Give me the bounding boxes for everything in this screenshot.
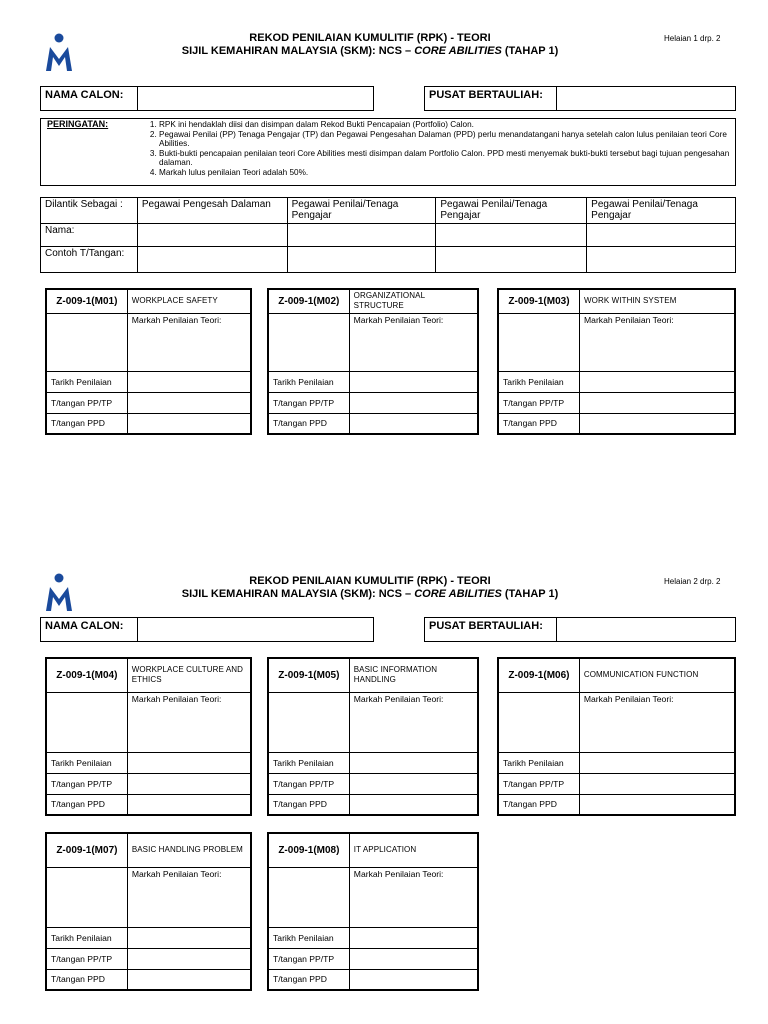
sig-input[interactable] xyxy=(137,224,287,247)
module-code: Z-009-1(M04) xyxy=(46,658,127,692)
pp-signature-label: T/tangan PP/TP xyxy=(268,773,349,794)
module-name: IT APPLICATION xyxy=(349,833,478,867)
tarikh-label: Tarikh Penilaian xyxy=(268,927,349,948)
ppd-signature-field[interactable] xyxy=(127,413,251,434)
tarikh-label: Tarikh Penilaian xyxy=(498,752,579,773)
sig-cell: Dilantik Sebagai : xyxy=(41,198,138,224)
sig-input[interactable] xyxy=(287,247,436,273)
module-code: Z-009-1(M07) xyxy=(46,833,127,867)
ppd-signature-field[interactable] xyxy=(579,794,735,815)
warning-item: 1. RPK ini hendaklah diisi dan disimpan dalam Rekod Bukti Pencapaian (Portfolio) Calon. xyxy=(159,120,734,130)
module-name: BASIC INFORMATION HANDLING xyxy=(349,658,478,692)
tarikh-field[interactable] xyxy=(579,752,735,773)
ppd-signature-field[interactable] xyxy=(580,413,736,434)
warning-item: 4. Markah lulus penilaian Teori adalah 50%. xyxy=(159,168,734,178)
tarikh-field[interactable] xyxy=(349,752,478,773)
tarikh-label: Tarikh Penilaian xyxy=(46,371,127,392)
sig-input[interactable] xyxy=(287,224,436,247)
pp-signature-field[interactable] xyxy=(127,773,251,794)
pp-signature-field[interactable] xyxy=(349,773,478,794)
markah-label[interactable]: Markah Penilaian Teori: xyxy=(349,692,478,752)
ppd-signature-label: T/tangan PPD xyxy=(46,969,127,990)
nama-calon-field[interactable] xyxy=(137,617,374,642)
warning-list xyxy=(141,120,734,177)
module-blank xyxy=(46,867,127,927)
module-code: Z-009-1(M06) xyxy=(498,658,579,692)
pp-signature-label: T/tangan PP/TP xyxy=(46,392,127,413)
pp-signature-label: T/tangan PP/TP xyxy=(46,948,127,969)
pp-signature-field[interactable] xyxy=(580,392,736,413)
module-blank xyxy=(268,313,349,371)
sig-input[interactable] xyxy=(436,224,587,247)
warning-item: 2. Pegawai Penilai (PP) Tenaga Pengajar (TP) dan Pegawai Pengesahan Dalaman (PPD) perlu menandatangani hanya setelah calon lulus penilaian teori Core Abilities. xyxy=(159,130,734,149)
module-table xyxy=(267,832,479,991)
sig-input[interactable] xyxy=(137,247,287,273)
module-blank xyxy=(46,692,127,752)
module-table xyxy=(45,657,252,816)
tarikh-label: Tarikh Penilaian xyxy=(268,752,349,773)
module-blank xyxy=(46,313,127,371)
sig-input[interactable] xyxy=(587,247,736,273)
sig-cell: Contoh T/Tangan: xyxy=(41,247,138,273)
markah-label[interactable]: Markah Penilaian Teori: xyxy=(127,692,251,752)
module-table xyxy=(45,288,252,435)
module-code: Z-009-1(M01) xyxy=(46,289,127,313)
tarikh-field[interactable] xyxy=(127,371,251,392)
ppd-signature-field[interactable] xyxy=(349,794,478,815)
module-name: COMMUNICATION FUNCTION xyxy=(579,658,735,692)
module-table xyxy=(267,288,479,435)
nama-calon-label: NAMA CALON: xyxy=(40,617,137,642)
module-blank xyxy=(498,313,580,371)
pp-signature-field[interactable] xyxy=(349,948,478,969)
markah-label[interactable]: Markah Penilaian Teori: xyxy=(580,313,736,371)
module-table xyxy=(45,832,252,991)
tarikh-label: Tarikh Penilaian xyxy=(268,371,349,392)
ppd-signature-field[interactable] xyxy=(127,969,251,990)
ppd-signature-label: T/tangan PPD xyxy=(498,413,580,434)
pusat-label: PUSAT BERTAULIAH: xyxy=(424,617,556,642)
sig-cell: Pegawai Penilai/Tenaga Pengajar xyxy=(436,198,587,224)
tarikh-label: Tarikh Penilaian xyxy=(46,752,127,773)
tarikh-field[interactable] xyxy=(127,752,251,773)
ppd-signature-label: T/tangan PPD xyxy=(268,969,349,990)
pp-signature-field[interactable] xyxy=(127,392,251,413)
ppd-signature-label: T/tangan PPD xyxy=(46,413,127,434)
module-blank xyxy=(268,867,349,927)
module-table xyxy=(267,657,479,816)
page-number: Helaian 2 drp. 2 xyxy=(664,577,721,586)
signature-table xyxy=(40,197,736,273)
module-code: Z-009-1(M02) xyxy=(268,289,349,313)
ppd-signature-label: T/tangan PPD xyxy=(498,794,579,815)
tarikh-field[interactable] xyxy=(580,371,736,392)
warning-item: 3. Bukti-bukti pencapaian penilaian teori Core Abilities mesti disimpan dalam Portfolio Calon. PPD mesti menyemak bukti-bukti tersebut bagi tujuan pengesahan dalaman. xyxy=(159,149,734,168)
pp-signature-field[interactable] xyxy=(127,948,251,969)
pp-signature-label: T/tangan PP/TP xyxy=(498,392,580,413)
pp-signature-field[interactable] xyxy=(579,773,735,794)
pp-signature-label: T/tangan PP/TP xyxy=(46,773,127,794)
ppd-signature-label: T/tangan PPD xyxy=(268,794,349,815)
sig-input[interactable] xyxy=(436,247,587,273)
pusat-field[interactable] xyxy=(556,617,736,642)
ppd-signature-field[interactable] xyxy=(127,794,251,815)
module-name: WORKPLACE CULTURE AND ETHICS xyxy=(127,658,251,692)
ppd-signature-label: T/tangan PPD xyxy=(268,413,349,434)
pp-signature-field[interactable] xyxy=(349,392,478,413)
page-number: Helaian 1 drp. 2 xyxy=(664,34,721,43)
sig-cell: Nama: xyxy=(41,224,138,247)
markah-label[interactable]: Markah Penilaian Teori: xyxy=(349,313,478,371)
pusat-field[interactable] xyxy=(556,86,736,111)
pp-signature-label: T/tangan PP/TP xyxy=(268,392,349,413)
warning-heading: PERINGATAN: xyxy=(47,119,109,129)
tarikh-field[interactable] xyxy=(349,371,478,392)
tarikh-label: Tarikh Penilaian xyxy=(498,371,580,392)
module-name: BASIC HANDLING PROBLEM xyxy=(127,833,251,867)
page-title: REKOD PENILAIAN KUMULITIF (RPK) - TEORI SIJIL KEMAHIRAN MALAYSIA (SKM): NCS – CORE ABILITIES (TAHAP 1) xyxy=(181,32,559,57)
sig-input[interactable] xyxy=(587,224,736,247)
module-name: WORK WITHIN SYSTEM xyxy=(580,289,736,313)
sig-cell: Pegawai Pengesah Dalaman xyxy=(137,198,287,224)
sig-cell: Pegawai Penilai/Tenaga Pengajar xyxy=(587,198,736,224)
module-table xyxy=(497,288,736,435)
ppd-signature-label: T/tangan PPD xyxy=(46,794,127,815)
nama-calon-label: NAMA CALON: xyxy=(40,86,137,111)
markah-label[interactable]: Markah Penilaian Teori: xyxy=(579,692,735,752)
module-code: Z-009-1(M08) xyxy=(268,833,349,867)
logo-icon xyxy=(44,33,74,73)
nama-calon-field[interactable] xyxy=(137,86,374,111)
module-blank xyxy=(268,692,349,752)
module-code: Z-009-1(M05) xyxy=(268,658,349,692)
tarikh-field[interactable] xyxy=(349,927,478,948)
sig-cell: Pegawai Penilai/Tenaga Pengajar xyxy=(287,198,436,224)
pp-signature-label: T/tangan PP/TP xyxy=(268,948,349,969)
markah-label[interactable]: Markah Penilaian Teori: xyxy=(349,867,478,927)
tarikh-field[interactable] xyxy=(127,927,251,948)
module-blank xyxy=(498,692,579,752)
module-table xyxy=(497,657,736,816)
pusat-label: PUSAT BERTAULIAH: xyxy=(424,86,556,111)
module-name: ORGANIZATIONAL STRUCTURE xyxy=(349,289,478,313)
logo-icon xyxy=(44,573,74,613)
ppd-signature-field[interactable] xyxy=(349,413,478,434)
tarikh-label: Tarikh Penilaian xyxy=(46,927,127,948)
markah-label[interactable]: Markah Penilaian Teori: xyxy=(127,867,251,927)
pp-signature-label: T/tangan PP/TP xyxy=(498,773,579,794)
warning-box xyxy=(40,118,736,186)
module-code: Z-009-1(M03) xyxy=(498,289,580,313)
ppd-signature-field[interactable] xyxy=(349,969,478,990)
markah-label[interactable]: Markah Penilaian Teori: xyxy=(127,313,251,371)
module-name: WORKPLACE SAFETY xyxy=(127,289,251,313)
page-title: REKOD PENILAIAN KUMULITIF (RPK) - TEORI SIJIL KEMAHIRAN MALAYSIA (SKM): NCS – CORE ABILITIES (TAHAP 1) xyxy=(181,575,559,600)
